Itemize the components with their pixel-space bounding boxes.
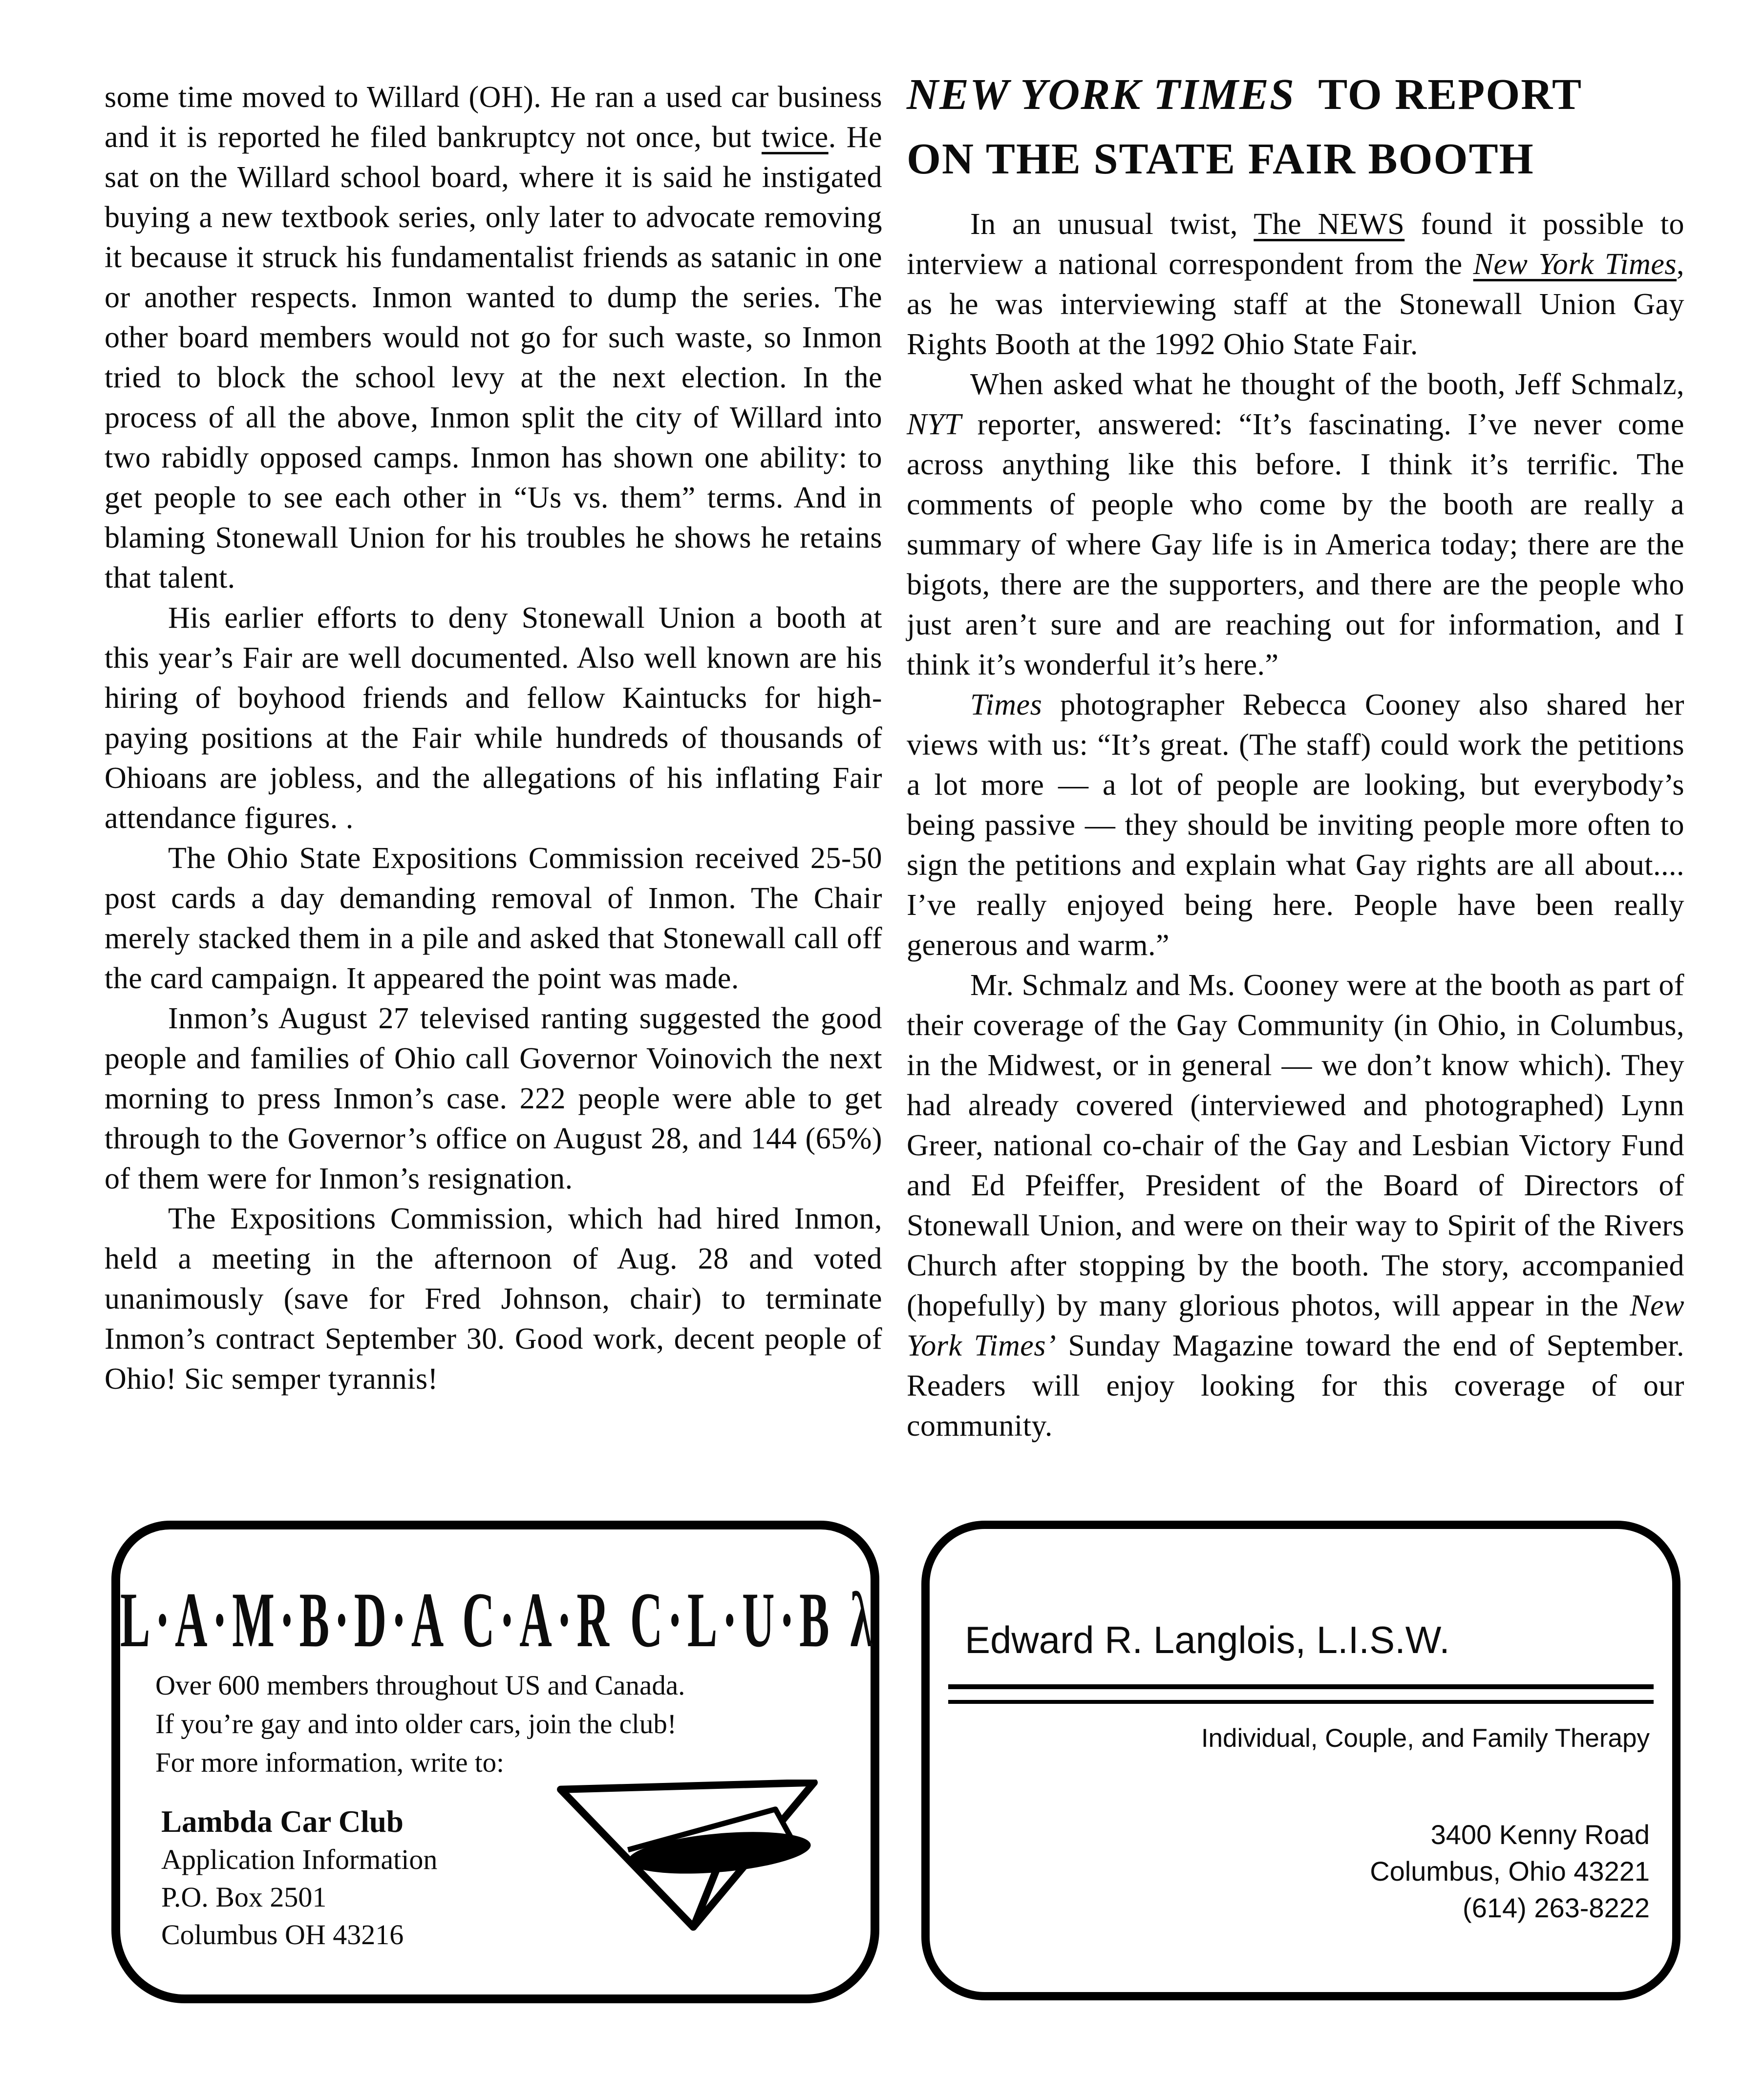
- paragraph: [105, 598, 882, 838]
- text-segment: , as he was interviewing staff at the Stonewall Union Gay Rights Booth at the 1992 Ohio State Fair.: [907, 248, 1684, 361]
- paragraph: [105, 838, 882, 998]
- text-segment: When asked what he thought of the booth, Jeff Schmalz,: [970, 368, 1684, 401]
- lambda-address-line: Columbus OH 43216: [161, 1919, 404, 1951]
- text-segment: found it possible to interview a national correspondent from the: [907, 208, 1684, 281]
- therapist-address-block: [1370, 1816, 1650, 1926]
- article-headline: [907, 63, 1684, 191]
- text-segment: New York Times: [1473, 248, 1677, 281]
- lambda-intro-line: Over 600 members throughout US and Canada.: [155, 1670, 685, 1701]
- lambda-intro-line: For more information, write to:: [155, 1747, 504, 1778]
- inverted-triangle-car-logo-icon: [553, 1780, 822, 1932]
- text-segment: The Expositions Commission, which had hired Inmon, held a meeting in the afternoon of Aug. 28 and voted unanimously (save for Fred Johnson, chair) to terminate Inmon’s contract September 30. Good work, decent people of Ohio! Sic semper tyrannis!: [105, 1202, 882, 1396]
- address-city: Columbus, Ohio 43221: [1370, 1856, 1650, 1887]
- text-segment: some time moved to Willard (OH). He ran a used car business and it is reported he filed bankruptcy not once, but: [105, 81, 882, 154]
- lambda-address-line: Application Information: [161, 1844, 438, 1875]
- text-segment: The Ohio State Expositions Commission received 25-50 post cards a day demanding removal of Inmon. The Chair merely stacked them in a pile and asked that Stonewall call off the card campaign. It appeared the point was made.: [105, 842, 882, 995]
- therapy-tagline: Individual, Couple, and Family Therapy: [1201, 1724, 1650, 1753]
- text-segment: TO REPORT: [1295, 70, 1583, 119]
- text-segment: ON THE STATE FAIR BOOTH: [907, 135, 1534, 183]
- text-segment: Mr. Schmalz and Ms. Cooney were at the booth as part of their coverage of the Gay Community (in Ohio, in Columbus, in the Midwest, or in general — we don’t know which). They had already covered (interviewed and photographed) Lynn Greer, national co-chair of the Gay and Lesbian Victory Fund and Ed Pfeiffer, President of the Board of Directors of Stonewall Union, and were on their way to Spirit of the Rivers Church after stopping by the booth. The story, accompanied (hopefully) by many glorious photos, will appear in the: [907, 969, 1684, 1322]
- text-segment: NYT: [907, 408, 961, 441]
- phone-number: (614) 263-8222: [1463, 1892, 1650, 1923]
- paragraph: [105, 77, 882, 598]
- lambda-org-name: Lambda Car Club: [161, 1804, 404, 1839]
- left-column-article-text: [105, 77, 882, 1399]
- text-segment: Times: [970, 688, 1042, 721]
- paragraph: [907, 364, 1684, 685]
- lambda-mailing-address: [161, 1803, 437, 1953]
- therapist-name: Edward R. Langlois, L.I.S.W.: [965, 1618, 1450, 1661]
- address-street: 3400 Kenny Road: [1430, 1819, 1650, 1850]
- lambda-ad-intro: [155, 1666, 841, 1782]
- headline-line-1: [907, 63, 1684, 127]
- lambda-car-club-logotype: L·A·M·B·D·A C·A·R C·L·U·B λ: [120, 1576, 877, 1663]
- paragraph: [907, 204, 1684, 364]
- double-rule-divider: [948, 1684, 1654, 1704]
- text-segment: Sunday Magazine toward the end of September. Readers will enjoy looking for this coverage of our community.: [907, 1329, 1684, 1442]
- text-segment: reporter, answered: “It’s fascinating. I’ve never come across anything like this before. I think it’s terrific. The comments of people who come by the booth are really a summary of where Gay life is in America today; there are the bigots, there are the supporters, and there are the people who just aren’t sure and are reaching out for information, and I think it’s wonderful it’s here.”: [907, 408, 1684, 681]
- article-body: [907, 204, 1684, 1446]
- langlois-therapy-ad: [921, 1521, 1680, 2000]
- text-segment: photographer Rebecca Cooney also shared her views with us: “It’s great. (The staff) could work the petitions a lot more — a lot of people are looking, but everybody’s being passive — they should be inviting people more often to sign the petitions and explain what Gay rights are all about.... I’ve really enjoyed being here. People have been really generous and warm.”: [907, 688, 1684, 962]
- text-segment: . He sat on the Willard school board, where it is said he instigated buying a new textbook series, only later to advocate removing it because it struck his fundamentalist friends as satanic in one or another respects. Inmon wanted to dump the series. The other board members would not go for such waste, so Inmon tried to block the school levy at the next election. In the process of all the above, Inmon split the city of Willard into two rabidly opposed camps. Inmon has shown one ability: to get people to see each other in “Us vs. them” terms. And in blaming Stonewall Union for his troubles he shows he retains that talent.: [105, 121, 882, 594]
- text-segment: NEW YORK TIMES: [907, 70, 1295, 119]
- text-segment: His earlier efforts to deny Stonewall Union a booth at this year’s Fair are well documented. Also well known are his hiring of boyhood friends and fellow Kaintucks for high-paying positions at the Fair while hundreds of thousands of Ohioans are jobless, and the allegations of his inflating Fair attendance figures. .: [105, 601, 882, 835]
- text-segment: twice: [761, 121, 829, 154]
- right-column-article: [907, 63, 1684, 1446]
- lambda-car-club-ad: [111, 1521, 879, 2003]
- paragraph: [907, 685, 1684, 965]
- headline-line-2: [907, 127, 1684, 191]
- text-segment: The NEWS: [1254, 208, 1405, 241]
- lambda-intro-line: If you’re gay and into older cars, join the club!: [155, 1709, 677, 1739]
- text-segment: Inmon’s August 27 televised ranting suggested the good people and families of Ohio call Governor Voinovich the next morning to press Inmon’s case. 222 people were able to get through to the Governor’s office on August 28, and 144 (65%) of them were for Inmon’s resignation.: [105, 1002, 882, 1195]
- text-segment: In an unusual twist,: [970, 208, 1254, 241]
- paragraph: [907, 965, 1684, 1446]
- paragraph: [105, 1199, 882, 1399]
- text-segment: New York Times’: [907, 1289, 1684, 1362]
- lambda-address-line: P.O. Box 2501: [161, 1881, 327, 1913]
- paragraph: [105, 998, 882, 1199]
